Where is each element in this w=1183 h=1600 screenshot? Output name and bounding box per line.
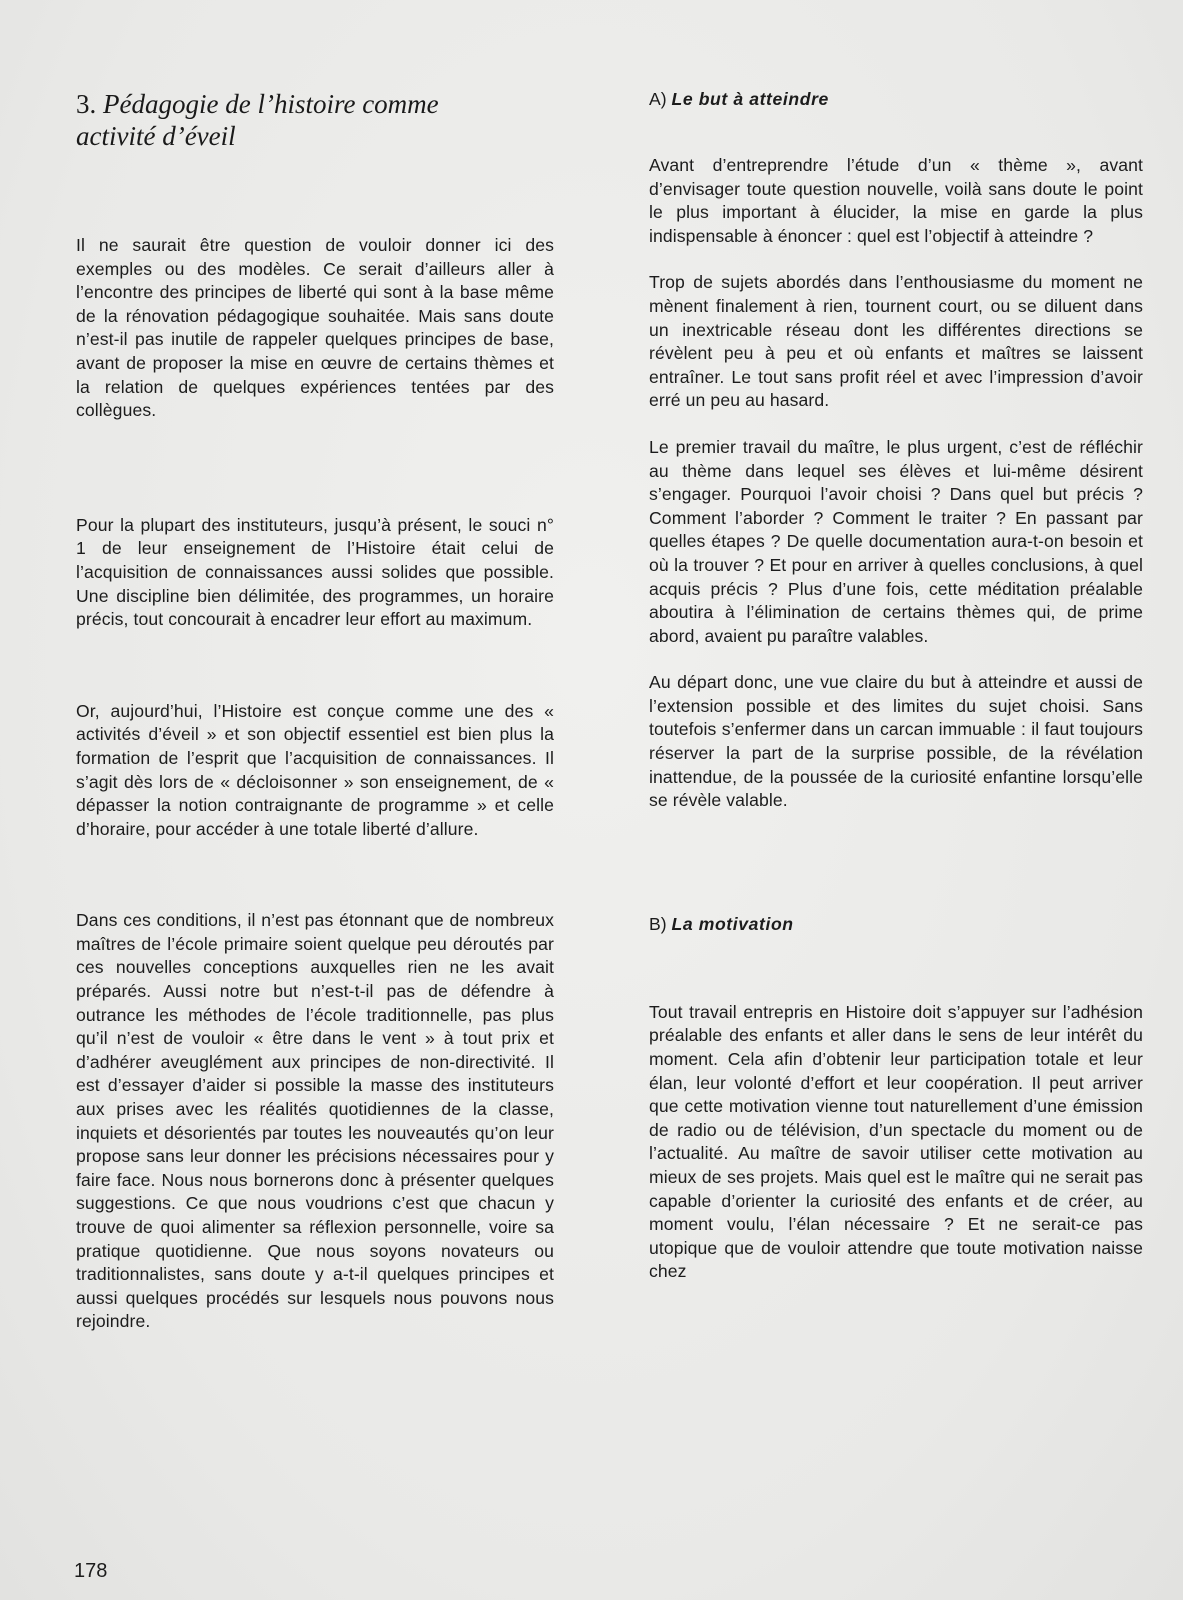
section-title-line2: activité d’éveil [76, 121, 236, 151]
subsection-letter: A) [649, 89, 667, 109]
paragraph: Or, aujourd’hui, l’Histoire est conçue comme une des « activités d’éveil » et son objectif essentiel est bien plus la formation de l’esprit que l’acquisition de connaissances. Il s’agit dès lors de « décloisonner » son enseignement, de « dépasser la notion contraignante de programme » et celle d’horaire, pour accéder à une totale liberté d’allure. [76, 700, 554, 839]
left-column [76, 88, 554, 1334]
subsection-heading-b [649, 913, 1143, 935]
paragraph: Dans ces conditions, il n’est pas étonnant que de nombreux maîtres de l’école primaire soient quelque peu déroutés par ces nouvelles conceptions auxquelles rien ne les avait préparés. Aussi notre but n’est-t-il pas de défendre à outrance les méthodes de l’école traditionnelle, pas plus qu’il n’est de vouloir « être dans le vent » à tout prix et d’adhérer aveuglément aux principes de non-directivité. Il est d’essayer d’aider si possible la masse des instituteurs aux prises avec les réalités quotidiennes de la classe, inquiets et désorientés par toutes les nouveautés qu’on leur propose sans leur donner les précisions nécessaires pour y faire face. Nous nous bornerons donc à présenter quelques suggestions. Ce que nous voudrions c’est que chacun y trouve de quoi alimenter sa réflexion personnelle, voire sa pratique quotidienne. Que nous soyons novateurs ou traditionnalistes, sans doute y a-t-il quelques principes et aussi quelques procédés sur lesquels nous pouvons nous rejoindre. [76, 910, 554, 1332]
paragraph: Avant d’entreprendre l’étude d’un « thème », avant d’envisager toute question nouvelle, voilà sans doute le point le plus important à élucider, la mise en garde la plus indispensable à énoncer : quel est l’objectif à atteindre ? [649, 155, 1143, 246]
paragraph: Le premier travail du maître, le plus urgent, c’est de réfléchir au thème dans lequel ses élèves et lui-même désirent s’engager. Pourquoi l’avoir choisi ? Dans quel but précis ? Comment l’aborder ? Comment le traiter ? En passant par quelles étapes ? De quelle documentation aura-t-on besoin et où la trouver ? Et pour en arriver à quelles conclusions, à quel acquis précis ? Plus d’une fois, cette méditation préalable aboutira à l’élimination de certains thèmes qui, de prime abord, avaient pu paraître valables. [649, 436, 1143, 646]
section-number: 3. [76, 89, 97, 119]
paragraph: Tout travail entrepris en Histoire doit s’appuyer sur l’adhésion préalable des enfants et aller dans le sens de leur intérêt du moment. Cela afin d’obtenir leur participation totale et leur élan, leur volonté d’effort et leur coopération. Il peut arriver que cette motivation vienne tout naturellement d’une émission de radio ou de télévision, d’un spectacle du moment ou de l’actualité. Au maître de savoir utiliser cette motivation au mieux de ses projets. Mais quel est le maître qui ne serait pas capable d’orienter la curiosité des enfants et de créer, au moment voulu, l’élan nécessaire ? Et ne serait-ce pas utopique que de vouloir attendre que toute motivation naisse chez [649, 1001, 1143, 1282]
right-column [649, 88, 1143, 1284]
section-title [76, 88, 554, 152]
section-title-line1: Pédagogie de l’histoire comme [103, 89, 439, 119]
subsection-label: La motivation [671, 913, 794, 934]
paragraph: Trop de sujets abordés dans l’enthousiasme du moment ne mènent finalement à rien, tournent court, ou se diluent dans un inextricable réseau dont les différentes directions se révèlent peu à peu et où enfants et maîtres se laissent entraîner. Le tout sans profit réel et avec l’impression d’avoir erré un peu au hasard. [649, 272, 1143, 411]
page-number: 178 [74, 1560, 108, 1582]
subsection-heading-a [649, 88, 1143, 110]
paragraph: Pour la plupart des instituteurs, jusqu’à présent, le souci n° 1 de leur enseignement de l’Histoire était celui de l’acquisition de connaissances aussi solides que possible. Une discipline bien délimitée, des programmes, un horaire précis, tout concourait à encadrer leur effort au maximum. [76, 514, 554, 630]
paragraph: Il ne saurait être question de vouloir donner ici des exemples ou des modèles. Ce serait d’ailleurs aller à l’encontre des principes de liberté qui sont à la base même de la rénovation pédagogique souhaitée. Mais sans doute n’est-il pas inutile de rappeler quelques principes de base, avant de proposer la mise en œuvre de certains thèmes et la relation de quelques expériences tentées par des collègues. [76, 235, 554, 421]
subsection-letter: B) [649, 913, 667, 934]
subsection-label: Le but à atteindre [671, 89, 829, 109]
paragraph: Au départ donc, une vue claire du but à atteindre et aussi de l’extension possible et des limites du sujet choisi. Sans toutefois s’enfermer dans un carcan immuable : il faut toujours réserver la part de la surprise possible, de la révélation inattendue, de la poussée de la curiosité enfantine lorsqu’elle se révèle valable. [649, 672, 1143, 811]
